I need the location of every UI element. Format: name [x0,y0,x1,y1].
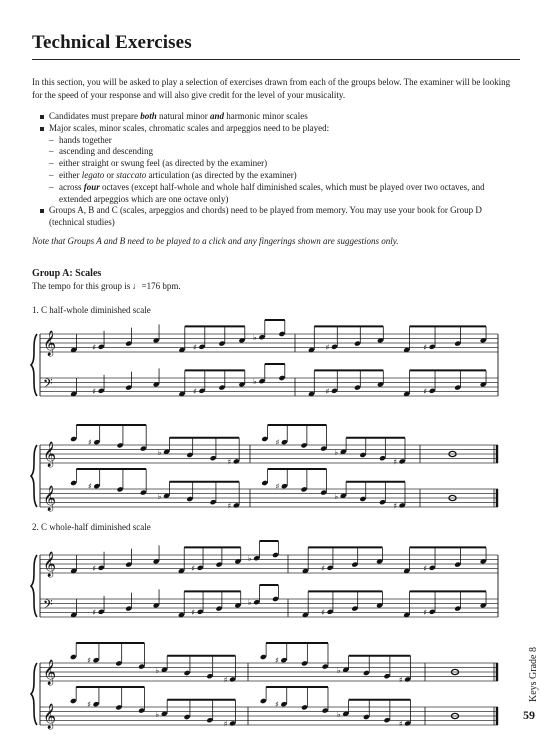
accidental: ♯ [227,457,232,467]
treble-clef-icon: 𝄞 [43,552,57,577]
brace-icon [31,555,37,617]
group-heading: Group A: Scales [32,268,102,279]
brace-icon [31,445,37,507]
emphasis-and: and [210,111,225,121]
accidental: ♯ [325,386,330,396]
accidental: ♯ [87,438,92,448]
accidental: ♯ [393,457,398,467]
accidental: ♯ [92,563,97,573]
accidental: ♭ [253,377,257,387]
treble-clef-icon: 𝄞 [43,660,57,685]
accidental: ♯ [92,607,97,617]
sub-text: octaves (except half-whole and whole half diminished scales, which must be played over two octaves, and extended arpeggios which are one octave only) [59,181,485,204]
accidental: ♭ [336,665,341,675]
accidental: ♯ [87,482,92,492]
accidental: ♯ [92,342,97,352]
sub-text: across [59,181,84,192]
treble-clef-icon: 𝄞 [43,486,57,511]
sub-text: either [59,169,82,180]
sub-item: – either straight or swung feel (as directed by the examiner) [49,158,510,170]
bass-clef-icon: 𝄢 [43,597,53,615]
accidental: ♭ [155,665,160,675]
accidental: ♯ [274,656,279,666]
accidental: ♯ [92,386,97,396]
accidental: ♯ [87,700,91,710]
accidental: ♯ [191,563,196,573]
accidental: ♭ [334,447,339,457]
exercise-label-2: 2. C whole-half diminished scale [32,522,151,532]
accidental: ♭ [157,447,162,457]
accidental: ♭ [247,598,252,608]
brace-icon [31,334,37,396]
accidental: ♯ [227,501,232,511]
sub-item: – hands together [49,135,510,147]
accidental: ♯ [193,386,197,396]
bullet-text: Groups A, B and C (scales, arpeggios and chords) need to be played from memory. You may use your book for Group D (technical studies) [49,205,482,228]
accidental: ♯ [223,675,228,685]
sub-text: or [104,169,117,180]
bullet-text: Major scales, minor scales, chromatic scales and arpeggios need to be played: [49,122,330,133]
accidental: ♯ [423,342,428,352]
bullet-text: natural minor [156,111,210,121]
accidental: ♯ [321,607,325,617]
sub-text: articulation (as directed by the examiner) [146,169,297,180]
emphasis-staccato: staccato [116,169,147,180]
accidental: ♭ [253,333,257,343]
accidental: ♯ [87,656,91,666]
treble-clef-icon: 𝄞 [43,442,57,467]
emphasis-legato: legato [81,169,105,180]
accidental: ♯ [193,342,197,352]
sub-item: – ascending and descending [49,146,510,158]
tempo-text: The tempo for this group is [32,281,133,291]
accidental: ♯ [423,386,428,396]
accidental: ♭ [336,709,341,719]
emphasis-four: four [83,181,100,192]
emphasis-both: both [140,111,157,121]
accidental: ♯ [274,700,279,710]
quarter-note-icon: ♩ [132,281,142,291]
bullet-text: harmonic minor scales [224,111,308,121]
accidental: ♯ [223,719,228,729]
accidental: ♭ [334,491,339,501]
page-title: Technical Exercises [32,32,192,53]
accidental: ♯ [423,607,428,617]
treble-clef-icon: 𝄞 [43,704,57,729]
exercise-label-1: 1. C half-whole diminished scale [32,305,151,315]
accidental: ♭ [247,554,252,564]
bullet-text: Candidates must prepare [49,111,141,121]
note: Note that Groups A and B need to be played to a click and any fingerings shown are suggestions only. [32,236,399,246]
treble-clef-icon: 𝄞 [43,331,57,356]
accidental: ♯ [191,607,196,617]
brace-icon [31,663,37,725]
intro-paragraph: In this section, you will be asked to play a selection of exercises drawn from each of the groups below. The examiner will be looking for the speed of your response and will also give credit for the level of your musicality. [32,77,511,100]
bass-clef-icon: 𝄢 [43,376,53,394]
accidental: ♯ [321,563,325,573]
accidental: ♭ [157,491,162,501]
accidental: ♯ [393,501,398,511]
page-number: 59 [523,708,535,722]
accidental: ♯ [275,438,280,448]
accidental: ♭ [155,709,160,719]
accidental: ♯ [325,342,330,352]
accidental: ♯ [398,719,403,729]
grade-side-label: Keys Grade 8 [528,647,539,702]
tempo-value: =176 bpm. [141,281,181,291]
accidental: ♯ [423,563,428,573]
accidental: ♯ [275,482,280,492]
accidental: ♯ [398,675,403,685]
